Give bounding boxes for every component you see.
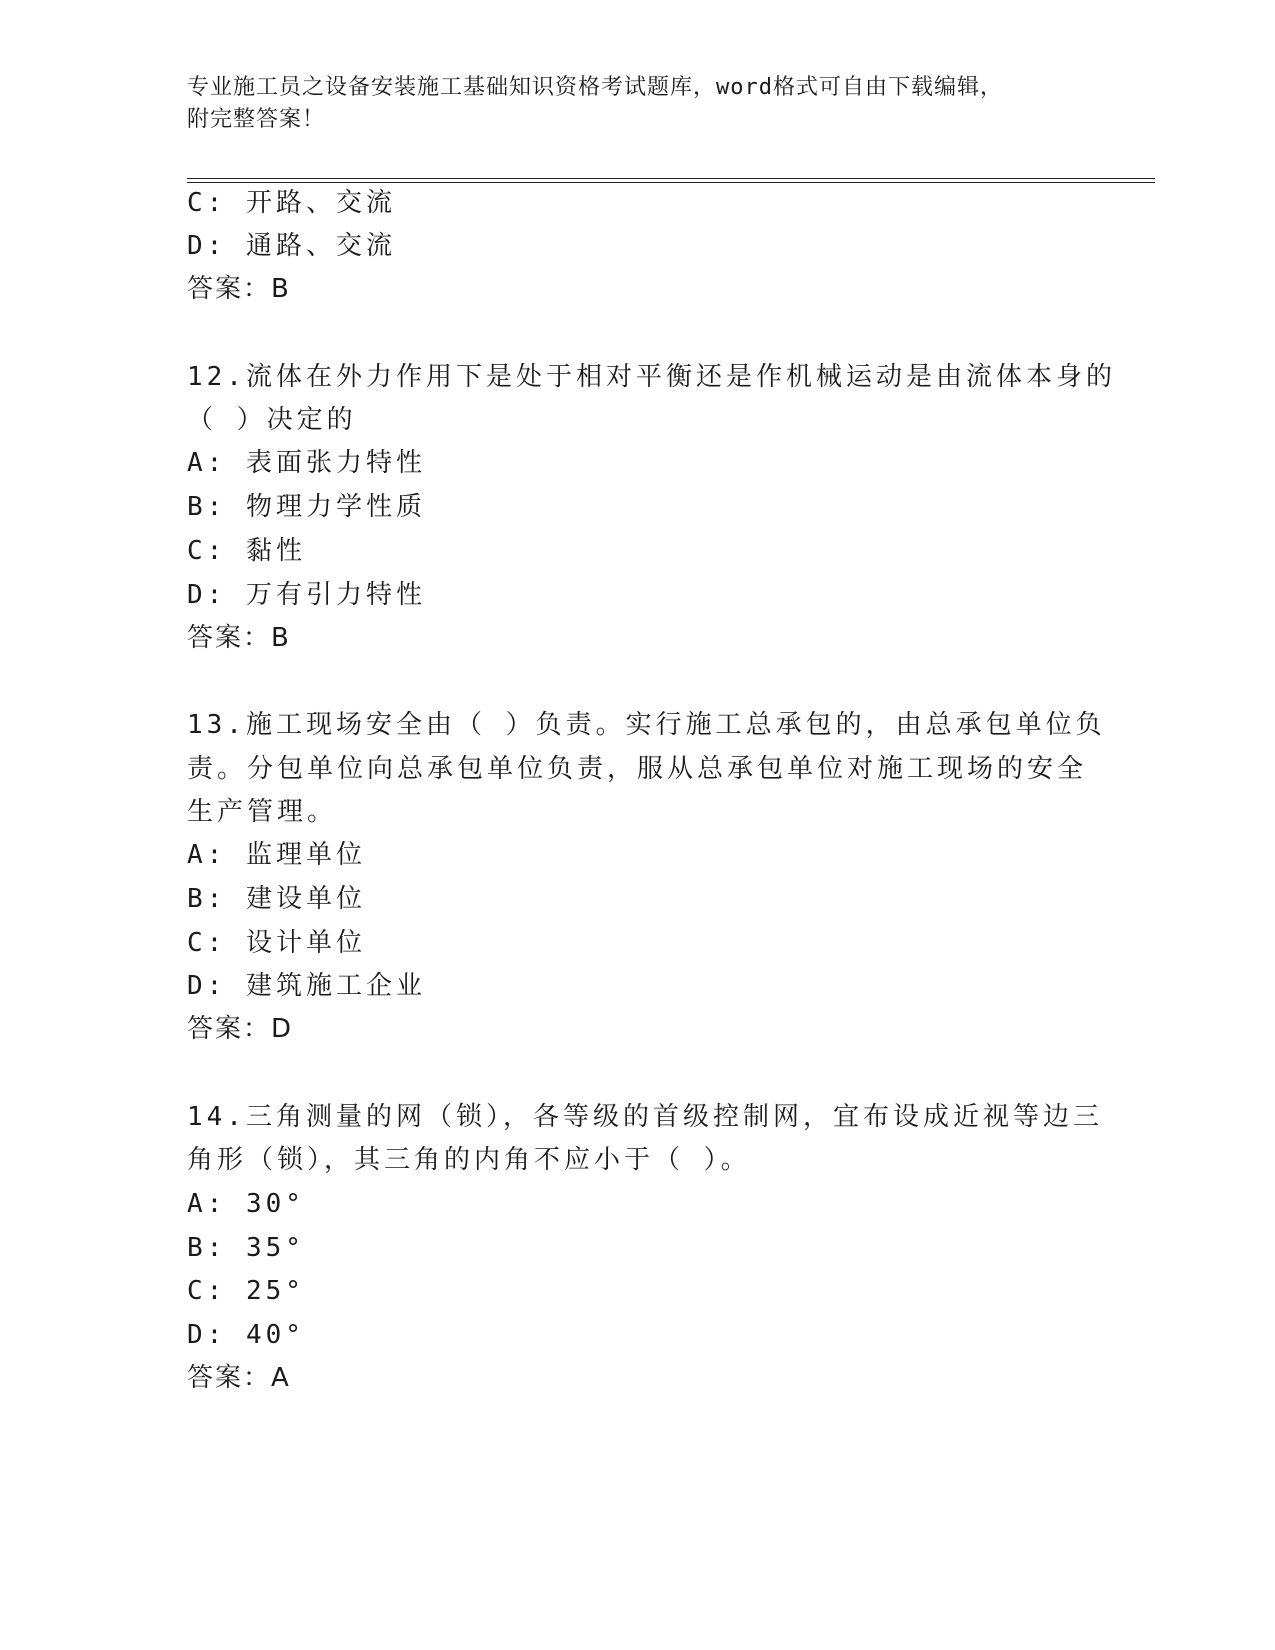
q12-option-b: B: 物理力学性质: [187, 492, 426, 522]
q12-option-d: D: 万有引力特性: [187, 580, 426, 610]
header-title-line1: 专业施工员之设备安装施工基础知识资格考试题库，word格式可自由下载编辑，: [187, 75, 1003, 100]
q12-option-c: C: 黏性: [187, 536, 306, 566]
q12-answer: 答案：B: [187, 623, 291, 653]
q13-stem-line2: 责。分包单位向总承包单位负责，服从总承包单位对施工现场的安全: [187, 754, 1088, 784]
q13-option-d: D: 建筑施工企业: [187, 971, 426, 1001]
q12-option-a: A: 表面张力特性: [187, 448, 426, 478]
header-title-line2: 附完整答案！: [187, 107, 326, 132]
q14-option-b: B: 35°: [187, 1233, 305, 1263]
q13-answer: 答案：D: [187, 1014, 294, 1044]
q13-option-b: B: 建设单位: [187, 884, 366, 914]
q12-stem-line1: 12.流体在外力作用下是处于相对平衡还是作机械运动是由流体本身的: [187, 362, 1116, 392]
q14-option-d: D: 40°: [187, 1320, 305, 1350]
q13-stem-line1: 13.施工现场安全由（ ）负责。实行施工总承包的，由总承包单位负: [187, 710, 1106, 740]
q14-answer: 答案：A: [187, 1363, 291, 1393]
q14-stem-line1: 14.三角测量的网（锁），各等级的首级控制网，宜布设成近视等边三: [187, 1102, 1103, 1132]
q11-answer: 答案：B: [187, 274, 291, 304]
document-header: [187, 72, 1067, 136]
q14-stem-line2: 角形（锁），其三角的内角不应小于（ ）。: [187, 1145, 751, 1175]
q13-option-a: A: 监理单位: [187, 840, 366, 870]
q11-option-c: C: 开路、交流: [187, 188, 396, 218]
q11-option-d: D: 通路、交流: [187, 231, 396, 261]
q12-stem-line2: （ ）决定的: [187, 405, 357, 435]
header-divider: [187, 178, 1155, 183]
q13-stem-line3: 生产管理。: [187, 797, 338, 827]
q14-option-a: A: 30°: [187, 1189, 305, 1219]
q13-option-c: C: 设计单位: [187, 928, 366, 958]
q14-option-c: C: 25°: [187, 1276, 305, 1306]
